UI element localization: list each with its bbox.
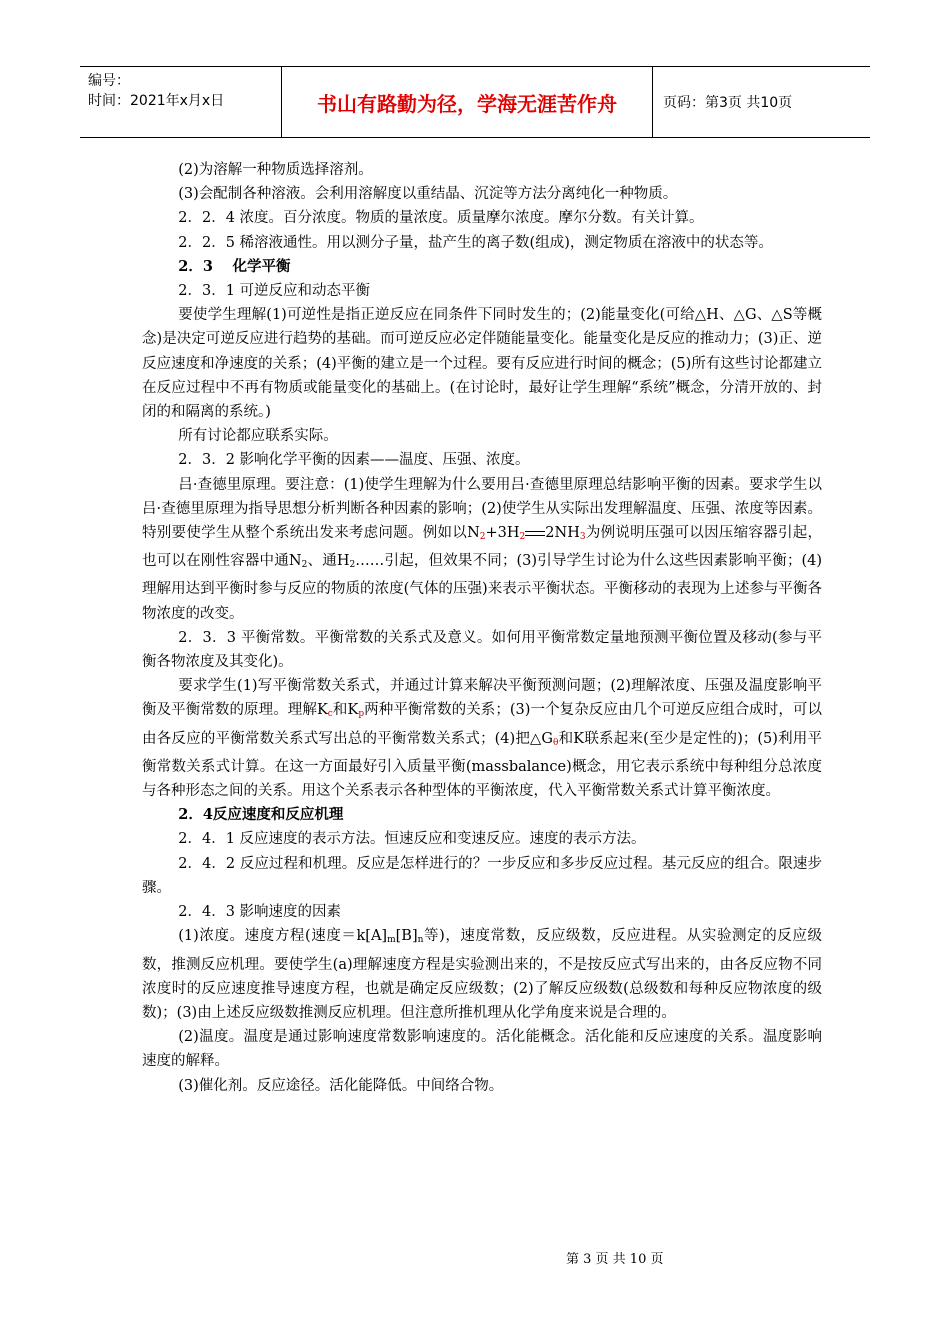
- equation-nh3: 2NH: [545, 525, 580, 542]
- text-run: (1)浓度。速度方程(速度＝k[A]: [178, 928, 388, 945]
- paragraph-concentration: [142, 924, 822, 1025]
- paragraph-equilibrium-constant: [142, 674, 822, 803]
- paragraph-le-chatelier: [142, 473, 822, 626]
- text-run: 、通H: [307, 553, 350, 570]
- document-body: [142, 158, 822, 1098]
- text-run: 两种平衡常数的关系；(3)一个复杂反应由几个可逆反应组合成时，可以由各反应的平衡常数关系式写出总的平衡常数关系式；(4)把△G: [142, 702, 822, 747]
- page-info: 页码：第3页 共10页: [663, 95, 793, 111]
- text-run: [B]: [395, 928, 418, 945]
- paragraph: (3)催化剂。反应途径。活化能降低。中间络合物。: [178, 1077, 504, 1094]
- subscript: 2: [479, 532, 486, 543]
- section-heading: 2．3 化学平衡: [178, 257, 291, 275]
- text-run: 等)，速度常数，反应级数，反应进程。从实验测定的反应级数，推测反应机理。要使学生(a)理解速度方程是实验测出来的，不是按反应式写出来的，由各反应物不同浓度时的反应速度推导速度方程，也就是确定反应级数；(2)了解反应级数(总级数和每种反应物浓度的级数)；(3)由上述反应级数推测反应机理。但注意所推机理从化学角度来说是合理的。: [142, 928, 822, 1021]
- paragraph: 2．2．5 稀溶液通性。用以测分子量，盐产生的离子数(组成)，测定物质在溶液中的状态等。: [178, 234, 773, 251]
- paragraph: (3)会配制各种溶液。会利用溶解度以重结晶、沉淀等方法分离纯化一种物质。: [178, 186, 678, 203]
- paragraph: 要使学生理解(1)可逆性是指正逆反应在同条件下同时发生的；(2)能量变化(可给△H、△G、△S等概念)是决定可逆反应进行趋势的基础。而可逆反应必定伴随能量变化。能量变化是反应的推动力；(3)正、逆反应速度和净速度的关系；(4)平衡的建立是一个过程。要有反应进行时间的概念；(5)所有这些讨论都建立在反应过程中不再有物质或能量变化的基础上。(在讨论时，最好让学生理解“系统”概念，分清开放的、封闭的和隔离的系统。): [142, 307, 822, 421]
- paragraph: 所有讨论都应联系实际。: [178, 428, 338, 445]
- paragraph: 2．4．3 影响速度的因素: [178, 904, 342, 921]
- text-run: ……引起，但效果不同；(3)引导学生讨论为什么这些因素影响平衡；(4)理解用达到平衡时参与反应的物质的浓度(气体的压强)来表示平衡状态。平衡移动的表现为上述参与平衡各物浓度的改变。: [142, 553, 822, 622]
- text-run: 和K: [332, 702, 359, 719]
- paragraph: 2．4．1 反应速度的表示方法。恒速反应和变速反应。速度的表示方法。: [178, 831, 646, 848]
- subscript: 2: [349, 560, 356, 571]
- subscript: m: [387, 935, 396, 946]
- paragraph: (2)温度。温度是通过影响速度常数影响速度的。活化能概念。活化能和反应速度的关系。温度影响速度的解释。: [142, 1029, 822, 1070]
- superscript-theta: θ: [552, 737, 559, 748]
- subscript: 2: [519, 532, 526, 543]
- section-heading: 2．4反应速度和反应机理: [178, 806, 344, 824]
- motto: 书山有路勤为径，学海无涯苦作舟: [282, 67, 653, 137]
- subscript: c: [327, 709, 333, 720]
- text-run: 要求学生(1)写平衡常数关系式，并通过计算来解决平衡预测问题；(2)理解浓度、压强及温度影响平衡及平衡常数的原理。理解K: [142, 678, 822, 719]
- subscript: p: [358, 709, 365, 720]
- number-label: 编号：: [88, 73, 130, 89]
- equilibrium-arrow-icon: [525, 528, 545, 538]
- page-header: [80, 66, 870, 138]
- text-run: 为例说明压强可以因压缩容器引起，也可以在刚性容器中通N: [142, 525, 823, 570]
- paragraph: (2)为溶解一种物质选择溶剂。: [178, 162, 373, 178]
- paragraph: 2．3．2 影响化学平衡的因素——温度、压强、浓度。: [178, 452, 530, 469]
- paragraph: 2．3．1 可逆反应和动态平衡: [178, 283, 371, 300]
- header-meta: [80, 67, 282, 137]
- equation-h2: +3H: [485, 525, 520, 542]
- paragraph: 2．2．4 浓度。百分浓度。物质的量浓度。质量摩尔浓度。摩尔分数。有关计算。: [178, 210, 704, 227]
- subscript: 3: [579, 532, 586, 543]
- equation-n2: N: [467, 525, 480, 542]
- page-footer: 第 3 页 共 10 页: [566, 1252, 664, 1267]
- text-run: 吕·查德里原理。要注意：(1)使学生理解为什么要用吕·查德里原理总结影响平衡的因素。要求学生以吕·查德里原理为指导思想分析判断各种因素的影响；(2)使学生从实际出发理解温度、压强、浓度等因素。特别要使学生从整个系统出发来考虑问题。例如以: [142, 476, 822, 542]
- paragraph: 2．3．3 平衡常数。平衡常数的关系式及意义。如何用平衡常数定量地预测平衡位置及移动(参与平衡各物浓度及其变化)。: [142, 629, 822, 671]
- date-label: 时间：2021年x月x日: [88, 93, 225, 109]
- subscript: 2: [301, 560, 308, 571]
- text-run: 和K联系起来(至少是定性的)；(5)利用平衡常数关系式计算。在这一方面最好引入质量平衡(massbalance)概念，用它表示系统中每种组分总浓度与各种形态之间的关系。用这个关系表示各种型体的平衡浓度，代入平衡常数关系式计算平衡浓度。: [142, 730, 822, 800]
- paragraph: 2．4．2 反应过程和机理。反应是怎样进行的？一步反应和多步反应过程。基元反应的组合。限速步骤。: [142, 855, 822, 896]
- subscript: n: [417, 935, 424, 946]
